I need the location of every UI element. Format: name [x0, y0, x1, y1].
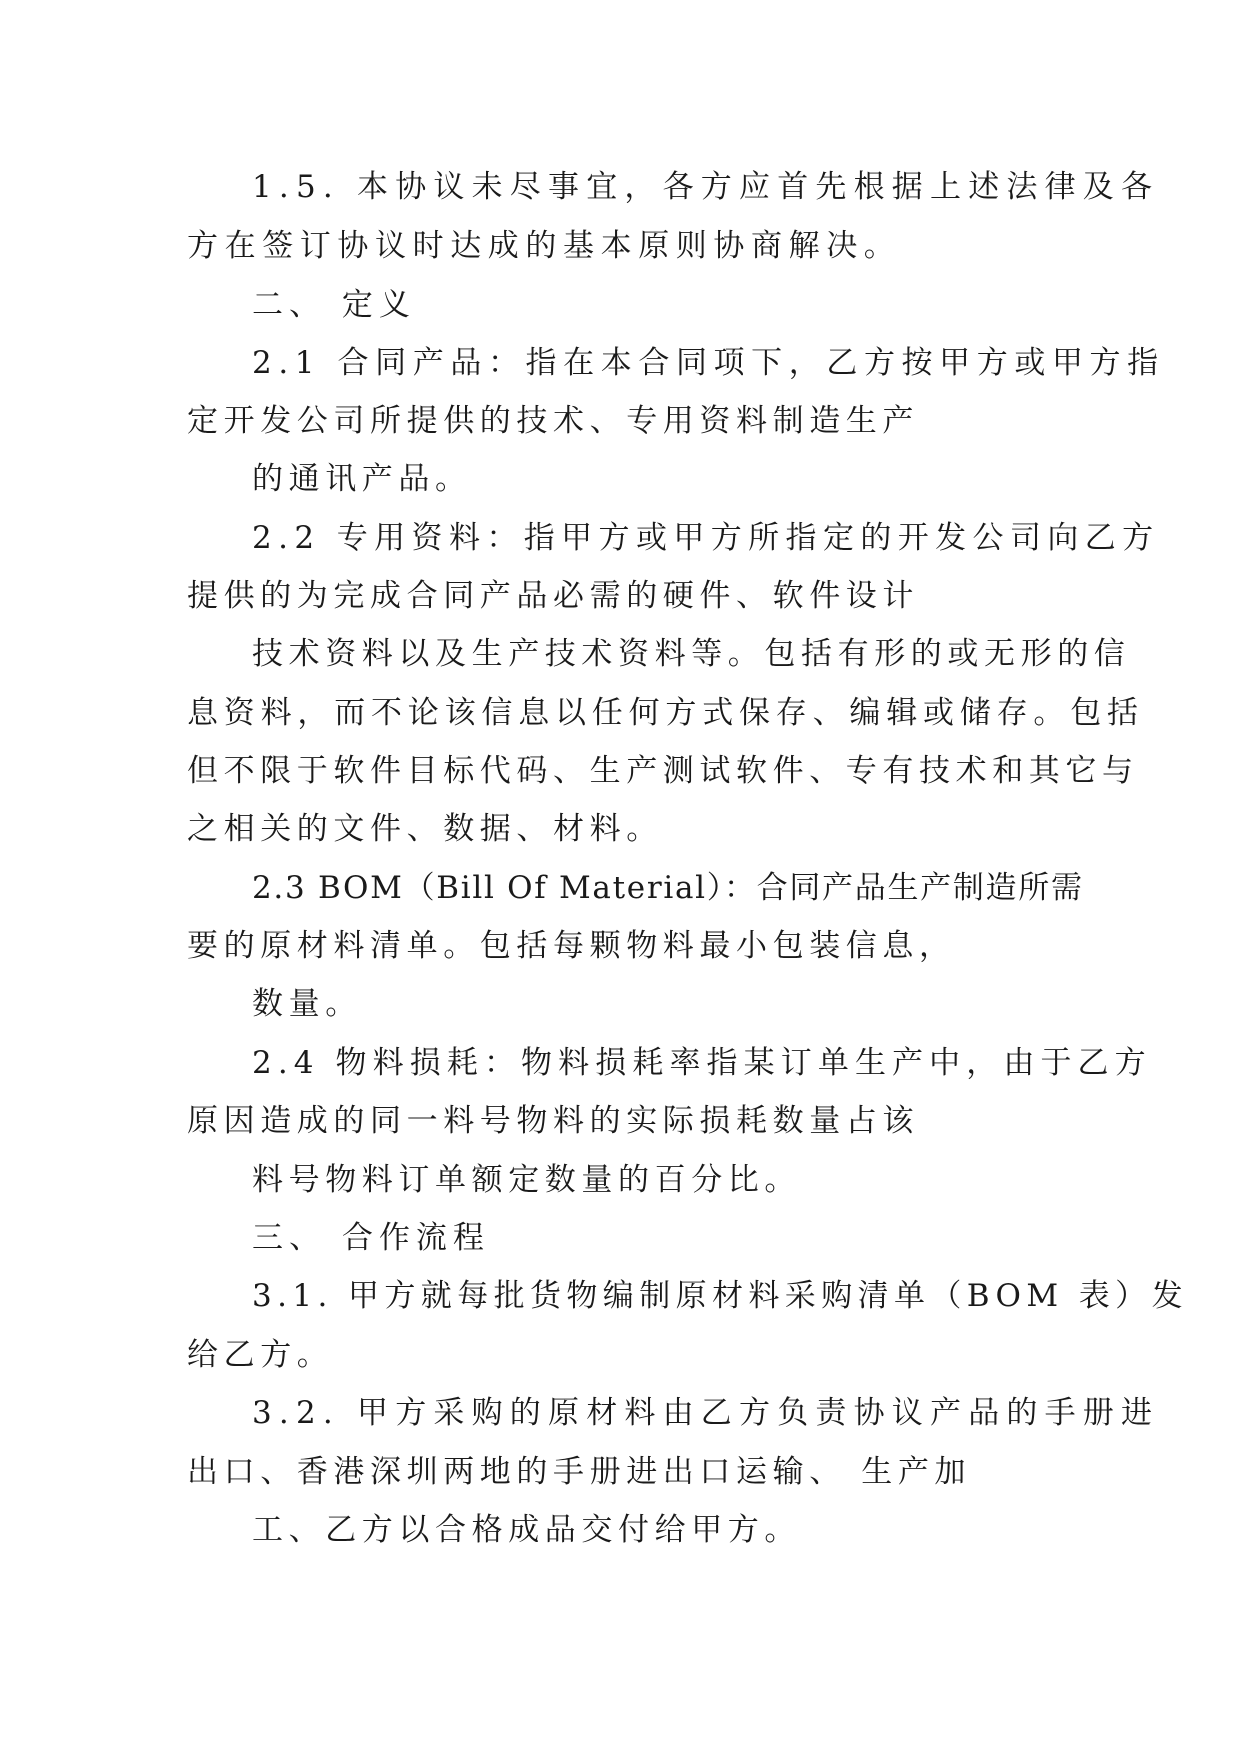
clause-2-4-line-3: 料号物料订单额定数量的百分比。 [252, 1162, 801, 1198]
clause-2-3-line-2: 要的原材料清单。包括每颗物料最小包装信息， [187, 928, 956, 964]
clause-2-2-line-2: 提供的为完成合同产品必需的硬件、软件设计 [187, 578, 919, 614]
clause-2-2-line-3: 技术资料以及生产技术资料等。包括有形的或无形的信 [252, 636, 1131, 672]
clause-2-4-line-1: 2.4 物料损耗：物料损耗率指某订单生产中，由于乙方 [252, 1045, 1152, 1081]
clause-2-1-line-2: 定开发公司所提供的技术、专用资料制造生产 [187, 403, 919, 439]
clause-2-1-line-3: 的通讯产品。 [252, 461, 472, 497]
clause-2-2-line-4: 息资料，而不论该信息以任何方式保存、编辑或储存。包括 [187, 695, 1144, 731]
clause-2-3-line-1: 2.3 BOM（Bill Of Material）：合同产品生产制造所需 [252, 870, 1084, 906]
clause-2-2-line-1: 2.2 专用资料：指甲方或甲方所指定的开发公司向乙方 [252, 520, 1160, 556]
clause-3-2-line-2: 出口、香港深圳两地的手册进出口运输、 生产加 [187, 1454, 972, 1490]
clause-2-4-line-2: 原因造成的同一料号物料的实际损耗数量占该 [187, 1103, 919, 1139]
section-3-heading: 三、 合作流程 [252, 1220, 490, 1256]
clause-2-1-line-1: 2.1 合同产品：指在本合同项下，乙方按甲方或甲方指 [252, 345, 1165, 381]
clause-2-2-line-6: 之相关的文件、数据、材料。 [187, 811, 663, 847]
clause-2-2-line-5: 但不限于软件目标代码、生产测试软件、专有技术和其它与 [187, 753, 1139, 789]
clause-3-1-line-1: 3.1. 甲方就每批货物编制原材料采购清单（BOM 表）发 [252, 1278, 1188, 1314]
clause-1-5-line-2: 方在签订协议时达成的基本原则协商解决。 [187, 228, 902, 264]
clause-3-2-line-3: 工、乙方以合格成品交付给甲方。 [252, 1512, 801, 1548]
clause-1-5-line-1: 1.5. 本协议未尽事宜，各方应首先根据上述法律及各 [252, 169, 1160, 205]
section-2-heading: 二、 定义 [252, 287, 416, 323]
clause-2-3-line-3: 数量。 [252, 986, 362, 1022]
clause-3-1-line-2: 给乙方。 [187, 1337, 334, 1373]
clause-3-2-line-1: 3.2. 甲方采购的原材料由乙方负责协议产品的手册进 [252, 1395, 1160, 1431]
